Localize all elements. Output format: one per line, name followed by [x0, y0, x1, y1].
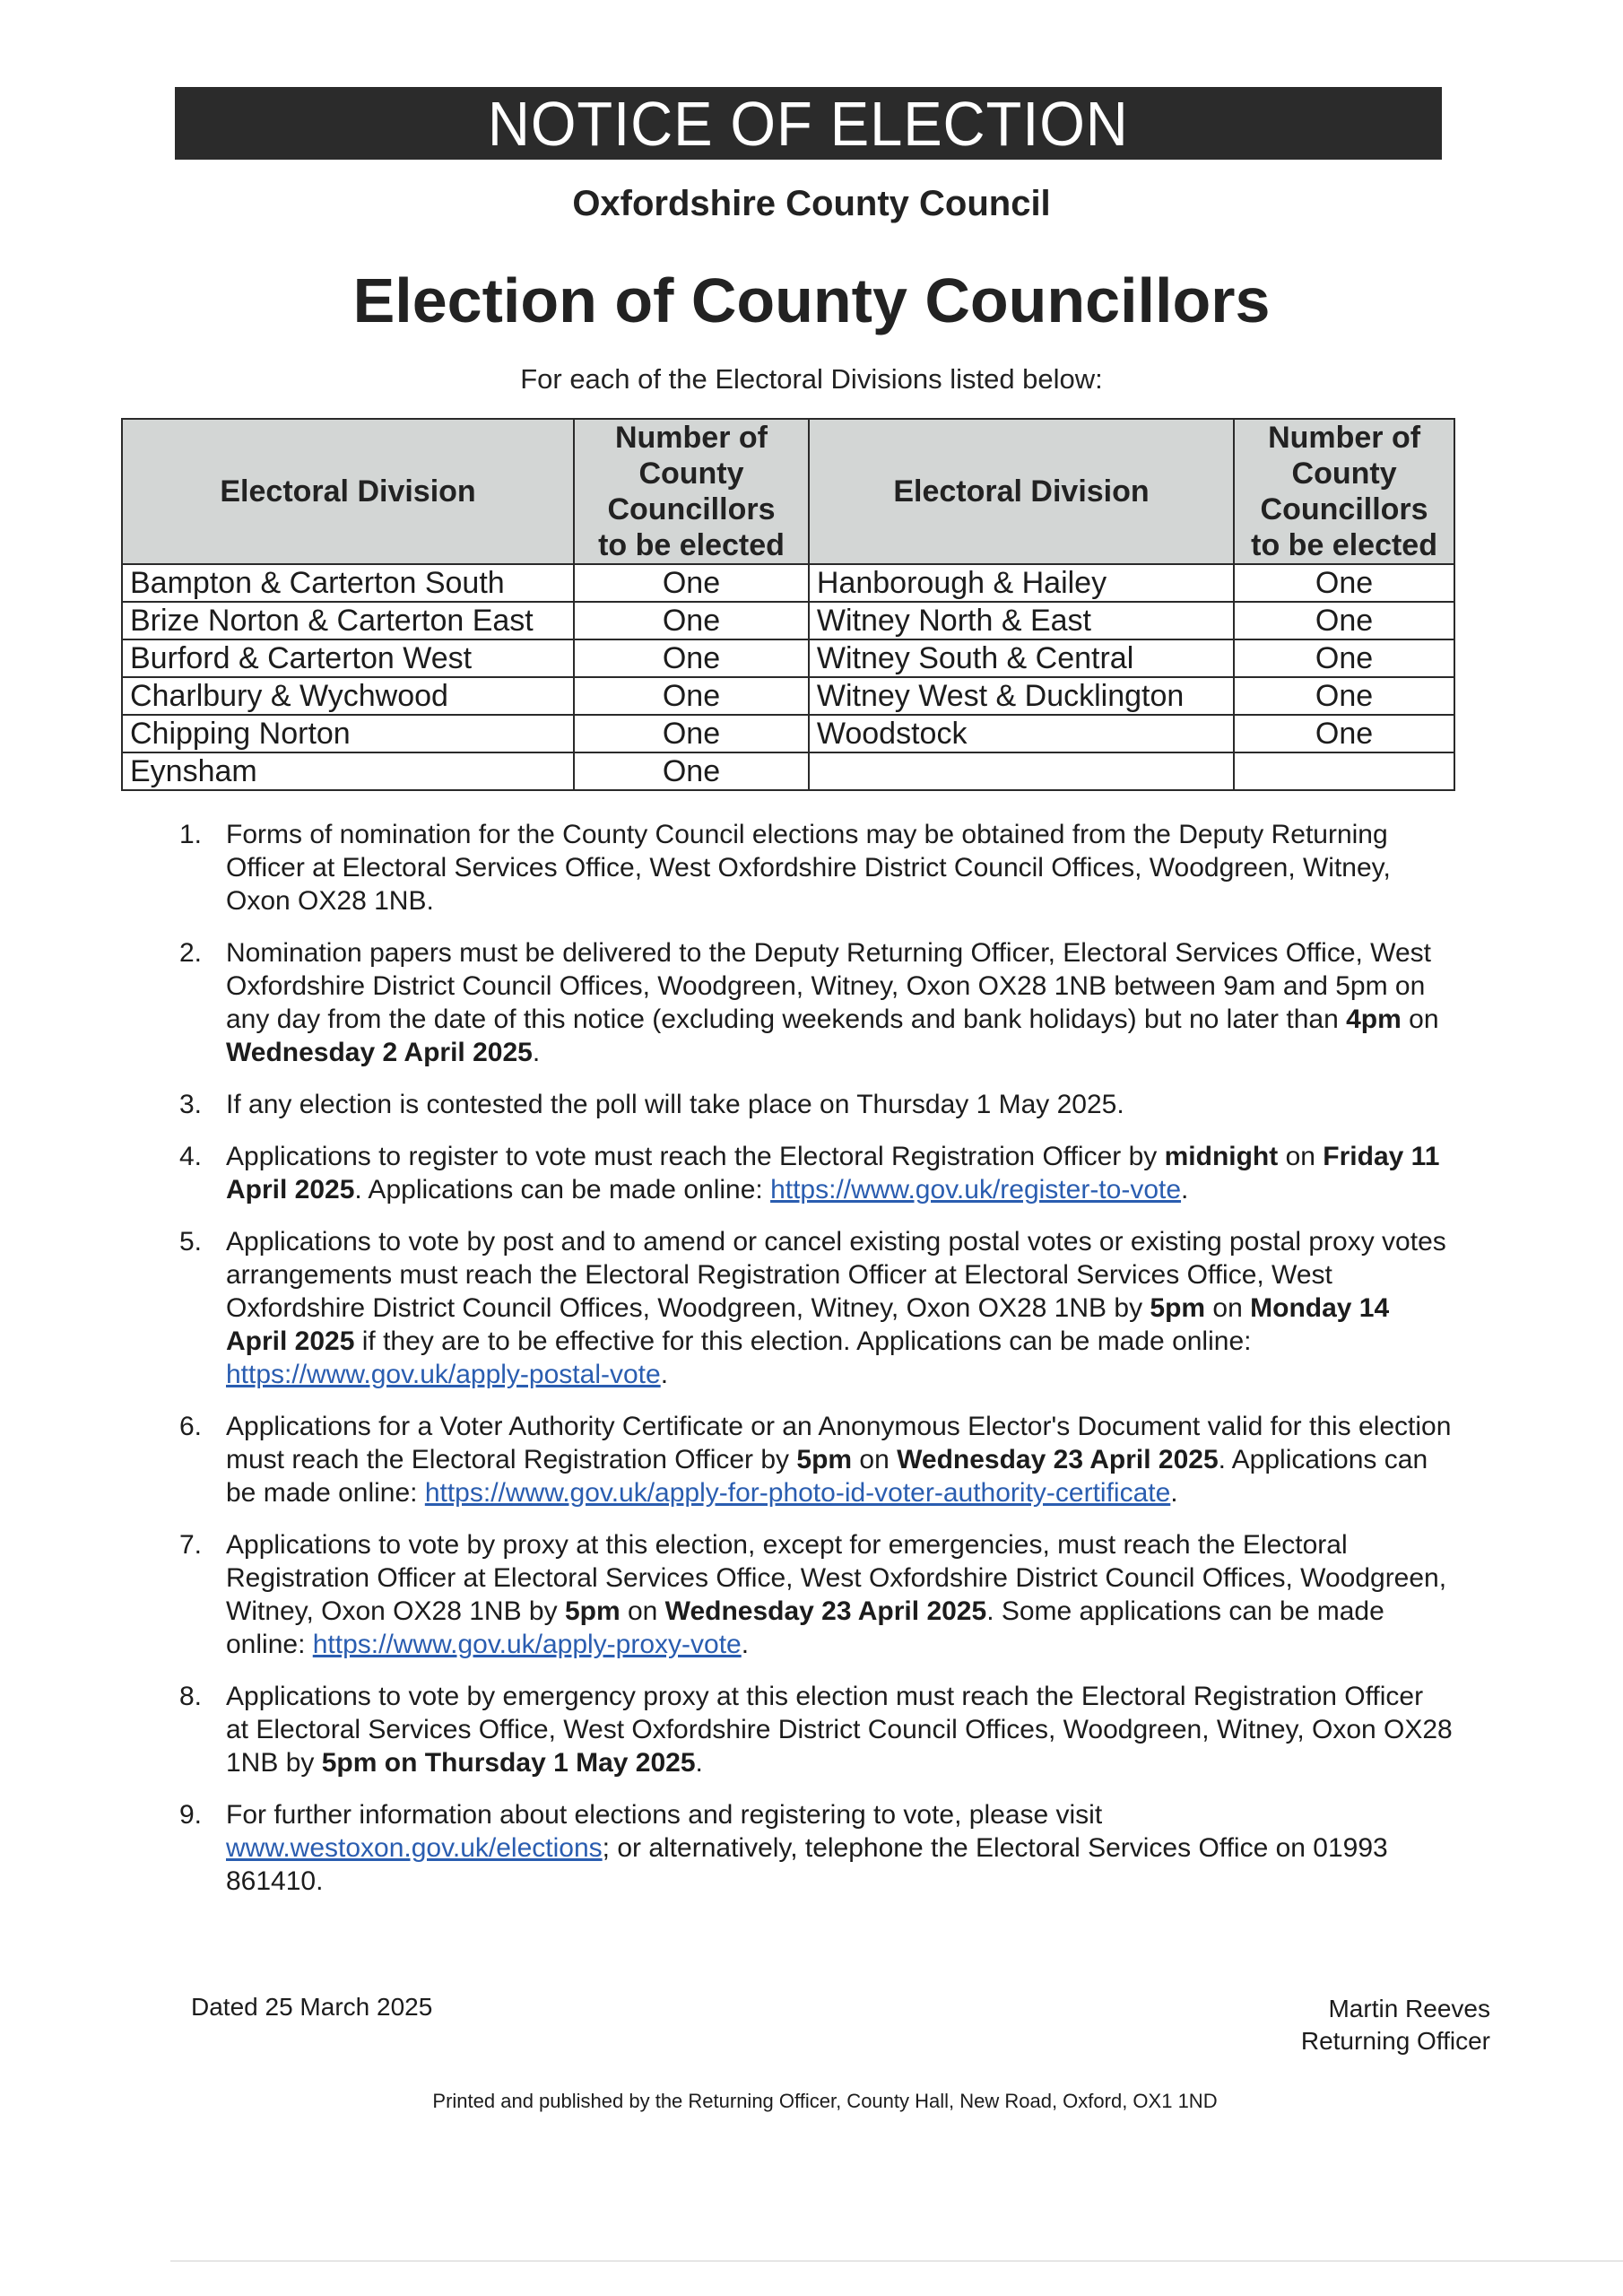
item-number: 9. — [179, 1800, 203, 1830]
signatory-role: Returning Officer — [1300, 2027, 1490, 2055]
item-text: Forms of nomination for the County Council elections may be obtained from the Deputy Returning Officer at Electoral Services Office, West Oxfordshire District Council Offices, Woodgreen, Witney, Oxon OX28 1NB. — [226, 820, 1391, 916]
division-name: Brize Norton & Carterton East — [122, 602, 574, 639]
division-name: Woodstock — [809, 715, 1234, 752]
notice-item — [179, 818, 1453, 918]
division-name — [809, 752, 1234, 790]
item-number: 6. — [179, 1412, 203, 1441]
councillor-count: One — [1234, 564, 1454, 602]
division-name: Bampton & Carterton South — [122, 564, 574, 602]
item-number: 2. — [179, 938, 203, 968]
table-header-row — [122, 419, 1454, 564]
division-name: Burford & Carterton West — [122, 639, 574, 677]
councillor-count: One — [1234, 677, 1454, 715]
item-text: . — [695, 1748, 703, 1778]
page-subtitle: For each of the Electoral Divisions listed below: — [520, 363, 1103, 395]
item-text: on — [620, 1596, 665, 1626]
header-councillor-count-right — [1234, 419, 1454, 564]
notice-item — [179, 1410, 1453, 1509]
division-name: Witney South & Central — [809, 639, 1234, 677]
item-text: For further information about elections and registering to vote, please visit — [226, 1800, 1103, 1830]
header-electoral-division-right: Electoral Division — [809, 419, 1234, 564]
item-text: if they are to be effective for this election. Applications can be made online: — [354, 1326, 1252, 1356]
councillor-count: One — [574, 602, 809, 639]
item-text: . — [660, 1360, 669, 1389]
notice-item — [179, 1528, 1453, 1661]
item-text: . Applications can be made online: — [226, 1445, 1428, 1508]
item-text: on — [852, 1445, 898, 1474]
notice-item — [179, 1140, 1453, 1206]
header-line: Number of — [614, 421, 768, 455]
web-link[interactable]: https://www.gov.uk/apply-for-photo-id-voter-authority-certificate — [424, 1478, 1171, 1508]
item-number: 1. — [179, 820, 203, 849]
emphasis-text: 5pm — [796, 1445, 853, 1474]
notice-item — [179, 936, 1453, 1069]
emphasis-text: Wednesday 23 April 2025 — [664, 1596, 987, 1626]
header-line: County — [1291, 457, 1397, 491]
emphasis-text: midnight — [1164, 1142, 1279, 1171]
item-text: . — [1170, 1478, 1178, 1508]
header-councillor-count-left — [574, 419, 809, 564]
header-electoral-division-left: Electoral Division — [122, 419, 574, 564]
item-text: Applications for a Voter Authority Certificate or an Anonymous Elector's Document valid for this election must reach the Electoral Registration Officer by — [226, 1412, 1452, 1474]
councillor-count: One — [574, 752, 809, 790]
header-line: County — [638, 457, 744, 491]
item-text: Applications to vote by emergency proxy at this election must reach the Electoral Registration Officer at Electoral Services Office, West Oxfordshire District Council Offices, Woodgreen, Witney, Oxon OX28 1NB by — [226, 1682, 1453, 1778]
item-text: . — [532, 1038, 541, 1067]
councillor-count: One — [574, 715, 809, 752]
item-number: 8. — [179, 1682, 203, 1711]
item-number: 5. — [179, 1227, 203, 1257]
item-number: 4. — [179, 1142, 203, 1171]
item-text: Applications to register to vote must reach the Electoral Registration Officer by — [226, 1142, 1165, 1171]
councillor-count: One — [574, 639, 809, 677]
page-title: Election of County Councillors — [352, 265, 1271, 335]
division-name: Charlbury & Wychwood — [122, 677, 574, 715]
councillor-count: One — [1234, 639, 1454, 677]
item-text: . Applications can be made online: — [354, 1175, 771, 1205]
emphasis-text: 5pm on Thursday 1 May 2025 — [321, 1748, 696, 1778]
item-text: Nomination papers must be delivered to the Deputy Returning Officer, Electoral Services Office, West Oxfordshire District Council Offices, Woodgreen, Witney, Oxon OX28 1NB between 9am and 5pm on any day from the date of this notice (excluding weekends and bank holidays) but no later than — [226, 938, 1431, 1034]
header-line: to be elected — [1251, 528, 1437, 562]
item-number: 3. — [179, 1090, 203, 1119]
web-link[interactable]: https://www.gov.uk/apply-postal-vote — [226, 1360, 661, 1389]
emphasis-text: 5pm — [564, 1596, 621, 1626]
electoral-divisions-table — [121, 418, 1455, 791]
councillor-count: One — [1234, 715, 1454, 752]
councillor-count: One — [574, 677, 809, 715]
web-link[interactable]: https://www.gov.uk/apply-proxy-vote — [312, 1630, 742, 1659]
emphasis-text: Wednesday 2 April 2025 — [226, 1038, 533, 1067]
councillor-count — [1234, 752, 1454, 790]
notice-item — [179, 1225, 1453, 1391]
item-text: . Some applications can be made online: — [226, 1596, 1384, 1659]
item-text: If any election is contested the poll will take place on Thursday 1 May 2025. — [226, 1090, 1124, 1119]
notice-items-list — [179, 818, 1453, 1917]
table-row — [122, 677, 1454, 715]
division-name: Chipping Norton — [122, 715, 574, 752]
emphasis-text: 4pm — [1346, 1004, 1402, 1034]
item-text: on — [1278, 1142, 1324, 1171]
item-text: Applications to vote by proxy at this election, except for emergencies, must reach the Electoral Registration Officer at Electoral Services Office, West Oxfordshire District Council Offices, Woodgreen, Witney, Oxon OX28 1NB by — [226, 1530, 1447, 1626]
division-name: Hanborough & Hailey — [809, 564, 1234, 602]
item-text: Applications to vote by post and to amend or cancel existing postal votes or existing postal proxy votes arrangements must reach the Electoral Registration Officer at Electoral Services Office, West Oxfordshire District Council Offices, Woodgreen, Witney, Oxon OX28 1NB by — [226, 1227, 1446, 1323]
header-line: Councillors — [607, 492, 776, 526]
emphasis-text: 5pm — [1150, 1293, 1206, 1323]
notice-title: NOTICE OF ELECTION — [488, 88, 1129, 159]
emphasis-text: Friday 11 April 2025 — [226, 1142, 1440, 1205]
division-name: Eynsham — [122, 752, 574, 790]
dated-line: Dated 25 March 2025 — [191, 1993, 433, 2021]
web-link[interactable]: www.westoxon.gov.uk/elections — [226, 1833, 603, 1863]
councillor-count: One — [574, 564, 809, 602]
imprint-line: Printed and published by the Returning Officer, County Hall, New Road, Oxford, OX1 1ND — [432, 2090, 1218, 2112]
table-row — [122, 639, 1454, 677]
council-name: Oxfordshire County Council — [572, 184, 1051, 223]
item-text: on — [1401, 1004, 1439, 1034]
web-link[interactable]: https://www.gov.uk/register-to-vote — [770, 1175, 1182, 1205]
signatory-name: Martin Reeves — [1328, 1995, 1490, 2022]
item-text: ; or alternatively, telephone the Electoral Services Office on 01993 861410. — [226, 1833, 1388, 1896]
notice-item — [179, 1088, 1453, 1121]
table-row — [122, 715, 1454, 752]
header-line: Number of — [1268, 421, 1421, 455]
item-text: on — [1205, 1293, 1251, 1323]
page-edge-divider — [170, 2260, 1623, 2262]
table-row — [122, 564, 1454, 602]
item-text: . — [741, 1630, 750, 1659]
notice-item — [179, 1680, 1453, 1779]
signature-block — [1301, 1993, 1490, 2057]
notice-banner — [175, 87, 1442, 160]
division-name: Witney North & East — [809, 602, 1234, 639]
notice-item — [179, 1798, 1453, 1898]
councillor-count: One — [1234, 602, 1454, 639]
header-line: to be elected — [598, 528, 785, 562]
emphasis-text: Monday 14 April 2025 — [226, 1293, 1390, 1356]
division-name: Witney West & Ducklington — [809, 677, 1234, 715]
table-row — [122, 602, 1454, 639]
table-row — [122, 752, 1454, 790]
item-text: . — [1181, 1175, 1189, 1205]
emphasis-text: Wednesday 23 April 2025 — [897, 1445, 1219, 1474]
header-line: Councillors — [1260, 492, 1428, 526]
item-number: 7. — [179, 1530, 203, 1560]
